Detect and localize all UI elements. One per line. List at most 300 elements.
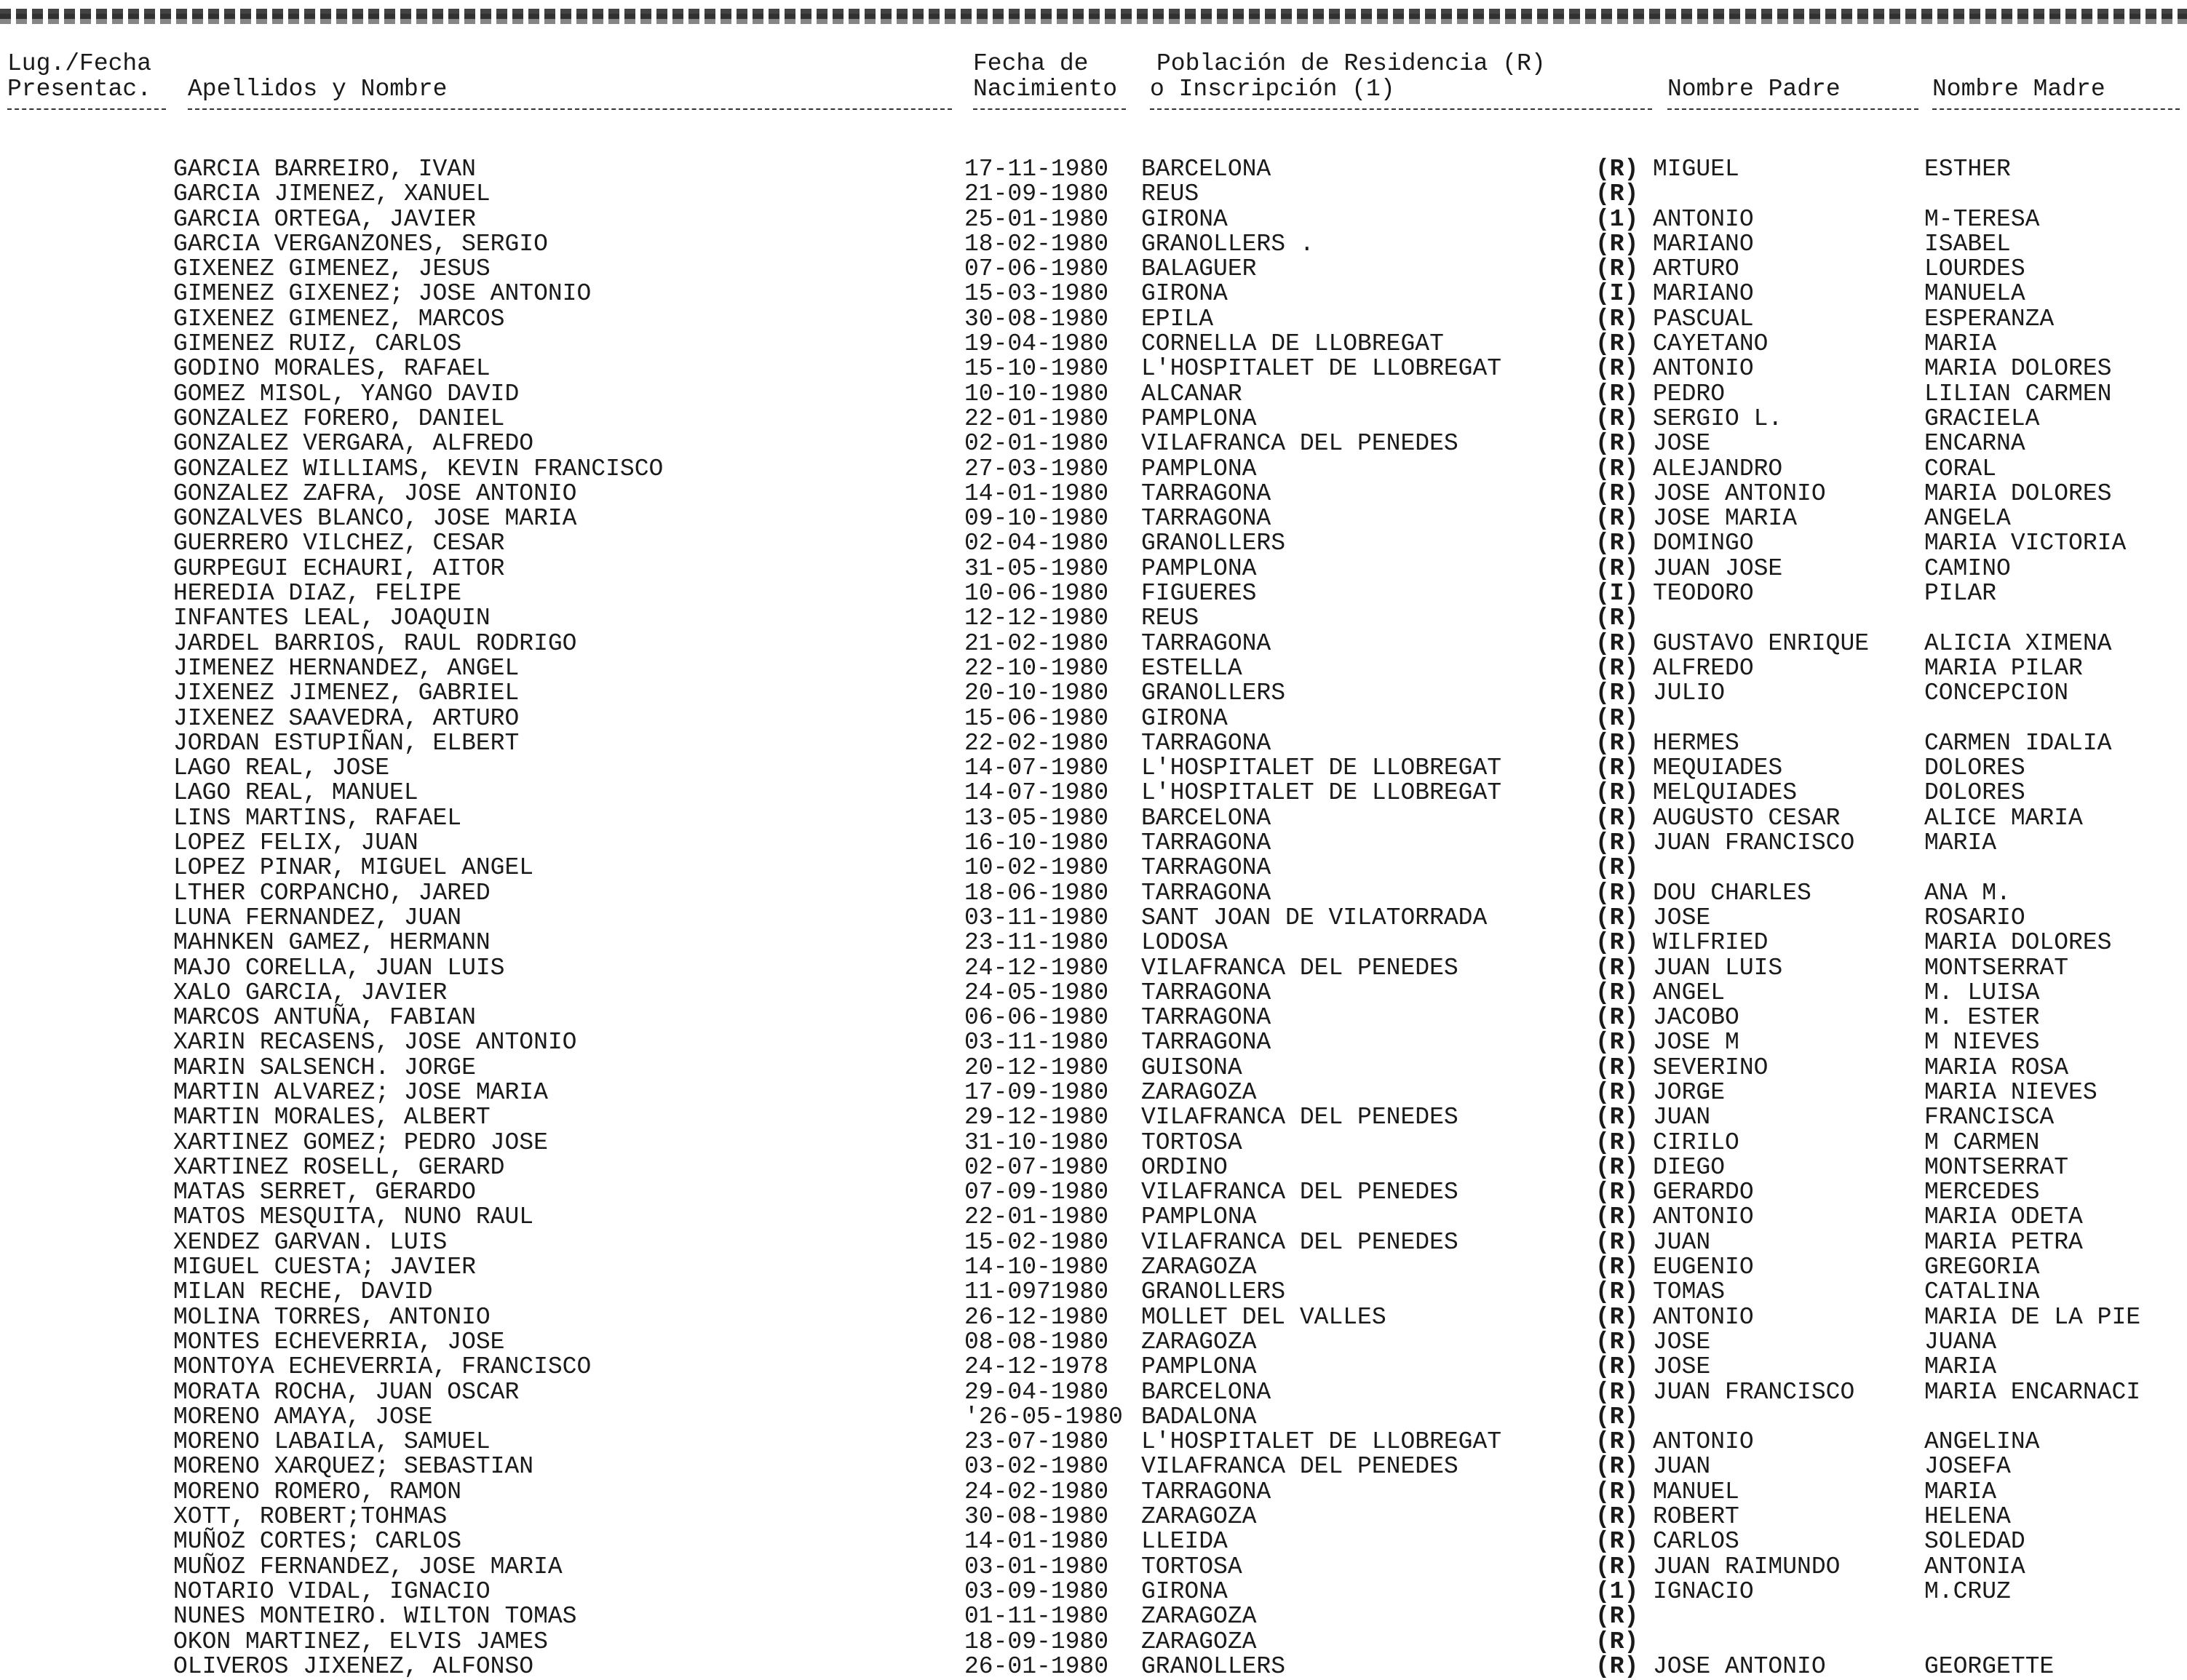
person-name: GIMENEZ RUIZ, CARLOS: [173, 330, 462, 358]
table-row: [0, 554, 2187, 582]
birth-date: 21-02-1980: [964, 629, 1109, 657]
residence-flag: (R): [1595, 1453, 1639, 1481]
father-name: MEQUIADES: [1653, 755, 1783, 782]
mother-name: MARIA: [1924, 330, 1997, 358]
birth-date: 15-06-1980: [964, 704, 1109, 732]
table-row: [0, 629, 2187, 657]
mother-name: LILIAN CARMEN: [1924, 380, 2112, 407]
father-name: ALEJANDRO: [1653, 455, 1783, 482]
person-name: MUÑOZ FERNANDEZ, JOSE MARIA: [173, 1553, 563, 1580]
table-row: [0, 1280, 2187, 1305]
residence-place: L'HOSPITALET DE LLOBREGAT: [1141, 779, 1502, 807]
person-name: GARCIA BARREIRO, IVAN: [173, 156, 476, 183]
table-row: [0, 1230, 2187, 1255]
father-name: SERGIO L.: [1653, 405, 1783, 432]
residence-place: ZARAGOZA: [1141, 1254, 1257, 1281]
mother-name: JOSEFA: [1924, 1453, 2011, 1481]
person-name: MIGUEL CUESTA; JAVIER: [173, 1254, 476, 1281]
table-row: [0, 956, 2187, 981]
mother-name: LOURDES: [1924, 255, 2025, 283]
birth-date: 22-10-1980: [964, 654, 1109, 682]
person-name: JARDEL BARRIOS, RAUL RODRIGO: [173, 629, 577, 657]
table-row: [0, 806, 2187, 831]
birth-date: 02-01-1980: [964, 430, 1109, 458]
father-name: TOMAS: [1653, 1278, 1726, 1306]
father-name: CAYETANO: [1653, 330, 1769, 358]
table-row: [0, 1555, 2187, 1580]
residence-flag: (R): [1595, 929, 1639, 957]
header-poblacion-1: Población de Residencia (R): [1156, 50, 1546, 77]
residence-flag: (R): [1595, 804, 1639, 832]
residence-flag: (R): [1595, 505, 1639, 533]
person-name: HEREDIA DIAZ, FELIPE: [173, 580, 462, 608]
person-name: MATAS SERRET, GERARDO: [173, 1179, 476, 1206]
residence-place: TARRAGONA: [1141, 629, 1271, 657]
residence-flag: (R): [1595, 1128, 1639, 1156]
birth-date: 08-08-1980: [964, 1328, 1109, 1355]
residence-place: ESTELLA: [1141, 654, 1242, 682]
mother-name: MARIA VICTORIA: [1924, 530, 2127, 557]
residence-place: ORDINO: [1141, 1153, 1228, 1181]
residence-flag: (R): [1595, 1004, 1639, 1032]
table-row: [0, 282, 2187, 306]
residence-flag: (R): [1595, 1652, 1639, 1680]
mother-name: DOLORES: [1924, 755, 2025, 782]
residence-flag: (R): [1595, 1179, 1639, 1206]
birth-date: 10-10-1980: [964, 380, 1109, 407]
person-name: MATOS MESQUITA, NUNO RAUL: [173, 1203, 534, 1231]
residence-place: VILAFRANCA DEL PENEDES: [1141, 1104, 1458, 1131]
father-name: JACOBO: [1653, 1004, 1739, 1032]
residence-flag: (R): [1595, 1153, 1639, 1181]
father-name: MIGUEL: [1653, 156, 1739, 183]
records-list: [0, 157, 2187, 1679]
birth-date: 23-07-1980: [964, 1428, 1109, 1456]
person-name: GURPEGUI ECHAURI, AITOR: [173, 554, 505, 582]
residence-flag: (R): [1595, 729, 1639, 757]
father-name: ANTONIO: [1653, 205, 1754, 233]
mother-name: SOLEDAD: [1924, 1528, 2025, 1556]
table-row: [0, 182, 2187, 207]
mother-name: ENCARNA: [1924, 430, 2025, 458]
residence-flag: (R): [1595, 954, 1639, 982]
mother-name: ESTHER: [1924, 156, 2011, 183]
residence-place: BARCELONA: [1141, 156, 1271, 183]
father-name: ANTONIO: [1653, 1428, 1754, 1456]
residence-flag: (R): [1595, 629, 1639, 657]
person-name: GONZALEZ VERGARA, ALFREDO: [173, 430, 534, 458]
residence-place: VILAFRANCA DEL PENEDES: [1141, 430, 1458, 458]
table-row: [0, 531, 2187, 556]
residence-place: LODOSA: [1141, 929, 1228, 957]
residence-flag: (R): [1595, 1078, 1639, 1106]
residence-place: CORNELLA DE LLOBREGAT: [1141, 330, 1444, 358]
residence-flag: (R): [1595, 330, 1639, 358]
table-row: [0, 207, 2187, 232]
table-row: [0, 1604, 2187, 1629]
residence-flag: (R): [1595, 829, 1639, 857]
birth-date: 31-05-1980: [964, 554, 1109, 582]
header-underline: [973, 108, 1126, 110]
father-name: ANTONIO: [1653, 1203, 1754, 1231]
table-row: [0, 1577, 2187, 1605]
birth-date: 20-10-1980: [964, 680, 1109, 707]
person-name: MARCOS ANTUÑA, FABIAN: [173, 1004, 476, 1032]
mother-name: GRACIELA: [1924, 405, 2040, 432]
table-row: [0, 1480, 2187, 1505]
birth-date: 15-02-1980: [964, 1228, 1109, 1256]
person-name: XARTINEZ GOMEZ; PEDRO JOSE: [173, 1128, 548, 1156]
person-name: GONZALEZ FORERO, DANIEL: [173, 405, 505, 432]
residence-flag: (R): [1595, 1503, 1639, 1531]
residence-place: FIGUERES: [1141, 580, 1257, 608]
mother-name: M-TERESA: [1924, 205, 2040, 233]
mother-name: FRANCISCA: [1924, 1104, 2055, 1131]
person-name: LAGO REAL, MANUEL: [173, 779, 418, 807]
person-name: GIMENEZ GIXENEZ; JOSE ANTONIO: [173, 280, 592, 308]
father-name: ALFREDO: [1653, 654, 1754, 682]
father-name: JUAN JOSE: [1653, 554, 1783, 582]
mother-name: ALICIA XIMENA: [1924, 629, 2112, 657]
father-name: PASCUAL: [1653, 305, 1754, 333]
father-name: SEVERINO: [1653, 1054, 1769, 1081]
table-row: [0, 307, 2187, 332]
residence-place: ZARAGOZA: [1141, 1603, 1257, 1631]
mother-name: ISABEL: [1924, 230, 2011, 258]
person-name: GODINO MORALES, RAFAEL: [173, 355, 491, 383]
mother-name: MARIA DOLORES: [1924, 355, 2112, 383]
person-name: MARTIN MORALES, ALBERT: [173, 1104, 491, 1131]
birth-date: 02-04-1980: [964, 530, 1109, 557]
table-row: [0, 731, 2187, 756]
header-poblacion-2: o Inscripción (1): [1150, 76, 1395, 103]
person-name: XARIN RECASENS, JOSE ANTONIO: [173, 1029, 577, 1056]
residence-flag: (R): [1595, 605, 1639, 632]
header-fecha-nac-2: Nacimiento: [973, 76, 1118, 103]
birth-date: 12-12-1980: [964, 605, 1109, 632]
table-row: [0, 506, 2187, 531]
table-row: [0, 581, 2187, 606]
birth-date: 10-02-1980: [964, 854, 1109, 882]
person-name: MORATA ROCHA, JUAN OSCAR: [173, 1378, 520, 1406]
residence-place: GRANOLLERS: [1141, 530, 1286, 557]
father-name: EUGENIO: [1653, 1254, 1754, 1281]
residence-flag: (R): [1595, 230, 1639, 258]
residence-place: GRANOLLERS: [1141, 680, 1286, 707]
table-row: [0, 1155, 2187, 1180]
residence-place: TARRAGONA: [1141, 854, 1271, 882]
mother-name: MARIA NIEVES: [1924, 1078, 2097, 1106]
table-row: [0, 1056, 2187, 1080]
father-name: JUAN: [1653, 1228, 1711, 1256]
residence-flag: (R): [1595, 305, 1639, 333]
birth-date: 14-10-1980: [964, 1254, 1109, 1281]
mother-name: M.CRUZ: [1924, 1577, 2011, 1605]
residence-place: VILAFRANCA DEL PENEDES: [1141, 1228, 1458, 1256]
residence-flag: (R): [1595, 1303, 1639, 1331]
person-name: MOLINA TORRES, ANTONIO: [173, 1303, 491, 1331]
table-row: [0, 1006, 2187, 1030]
birth-date: 25-01-1980: [964, 205, 1109, 233]
birth-date: 03-02-1980: [964, 1453, 1109, 1481]
birth-date: 18-02-1980: [964, 230, 1109, 258]
residence-place: VILAFRANCA DEL PENEDES: [1141, 1453, 1458, 1481]
residence-flag: (R): [1595, 654, 1639, 682]
table-row: [0, 606, 2187, 631]
residence-flag: (R): [1595, 180, 1639, 208]
table-row: [0, 382, 2187, 407]
table-row: [0, 1380, 2187, 1405]
mother-name: MARIA ODETA: [1924, 1203, 2083, 1231]
residence-flag: (R): [1595, 1478, 1639, 1505]
mother-name: CORAL: [1924, 455, 1997, 482]
person-name: MAHNKEN GAMEZ, HERMANN: [173, 929, 491, 957]
mother-name: M CARMEN: [1924, 1128, 2040, 1156]
residence-place: L'HOSPITALET DE LLOBREGAT: [1141, 355, 1502, 383]
mother-name: GEORGETTE: [1924, 1652, 2055, 1680]
person-name: MONTOYA ECHEVERRIA, FRANCISCO: [173, 1353, 592, 1381]
residence-flag: (R): [1595, 430, 1639, 458]
mother-name: MARIA ROSA: [1924, 1054, 2069, 1081]
father-name: MANUEL: [1653, 1478, 1739, 1505]
father-name: JOSE: [1653, 1353, 1711, 1381]
mother-name: CONCEPCION: [1924, 680, 2069, 707]
birth-date: 18-06-1980: [964, 879, 1109, 907]
residence-flag: (R): [1595, 380, 1639, 407]
mother-name: ROSARIO: [1924, 904, 2025, 931]
birth-date: 11-0971980: [964, 1278, 1109, 1306]
person-name: GIXENEZ GIMENEZ, JESUS: [173, 255, 491, 283]
birth-date: 03-09-1980: [964, 1577, 1109, 1605]
residence-flag: (R): [1595, 1228, 1639, 1256]
header-madre: Nombre Madre: [1932, 76, 2105, 103]
birth-date: 03-11-1980: [964, 1029, 1109, 1056]
residence-flag: (R): [1595, 1403, 1639, 1430]
residence-flag: (R): [1595, 1328, 1639, 1355]
residence-place: REUS: [1141, 605, 1199, 632]
table-row: [0, 656, 2187, 681]
birth-date: 24-05-1980: [964, 979, 1109, 1006]
table-row: [0, 1128, 2187, 1156]
table-row: [0, 881, 2187, 906]
residence-place: TARRAGONA: [1141, 1004, 1271, 1032]
table-row: [0, 756, 2187, 781]
birth-date: 14-07-1980: [964, 779, 1109, 807]
person-name: OKON MARTINEZ, ELVIS JAMES: [173, 1628, 548, 1655]
birth-date: 18-09-1980: [964, 1628, 1109, 1655]
residence-flag: (R): [1595, 1203, 1639, 1231]
person-name: GONZALEZ WILLIAMS, KEVIN FRANCISCO: [173, 455, 664, 482]
mother-name: M NIEVES: [1924, 1029, 2040, 1056]
residence-place: ZARAGOZA: [1141, 1328, 1257, 1355]
person-name: GARCIA ORTEGA, JAVIER: [173, 205, 476, 233]
mother-name: JUANA: [1924, 1328, 1997, 1355]
father-name: JOSE: [1653, 430, 1711, 458]
table-row: [0, 1105, 2187, 1130]
mother-name: ANTONIA: [1924, 1553, 2025, 1580]
person-name: JIMENEZ HERNANDEZ, ANGEL: [173, 654, 520, 682]
residence-flag: (R): [1595, 1029, 1639, 1056]
person-name: GARCIA JIMENEZ, XANUEL: [173, 180, 491, 208]
birth-date: 27-03-1980: [964, 455, 1109, 482]
table-row: [0, 479, 2187, 507]
father-name: MARIANO: [1653, 230, 1754, 258]
residence-flag: (R): [1595, 1054, 1639, 1081]
residence-flag: (R): [1595, 355, 1639, 383]
residence-flag: (R): [1595, 479, 1639, 507]
person-name: MORENO ROMERO, RAMON: [173, 1478, 462, 1505]
father-name: JORGE: [1653, 1078, 1726, 1106]
birth-date: 13-05-1980: [964, 804, 1109, 832]
birth-date: 07-06-1980: [964, 255, 1109, 283]
residence-flag: (R): [1595, 1104, 1639, 1131]
mother-name: ANA M.: [1924, 879, 2011, 907]
person-name: MONTES ECHEVERRIA, JOSE: [173, 1328, 505, 1355]
mother-name: MERCEDES: [1924, 1179, 2040, 1206]
table-row: [0, 232, 2187, 257]
person-name: GIXENEZ GIMENEZ, MARCOS: [173, 305, 505, 333]
residence-flag: (1): [1595, 1577, 1639, 1605]
birth-date: 16-10-1980: [964, 829, 1109, 857]
table-row: [0, 431, 2187, 456]
mother-name: CARMEN IDALIA: [1924, 729, 2112, 757]
residence-flag: (R): [1595, 1428, 1639, 1456]
residence-place: TARRAGONA: [1141, 1029, 1271, 1056]
residence-flag: (R): [1595, 755, 1639, 782]
table-row: [0, 1529, 2187, 1554]
birth-date: 20-12-1980: [964, 1054, 1109, 1081]
mother-name: MARIA: [1924, 1353, 1997, 1381]
residence-place: TORTOSA: [1141, 1128, 1242, 1156]
person-name: LUNA FERNANDEZ, JUAN: [173, 904, 462, 931]
table-row: [0, 257, 2187, 282]
birth-date: 21-09-1980: [964, 180, 1109, 208]
table-row: [0, 1330, 2187, 1355]
residence-place: EPILA: [1141, 305, 1214, 333]
birth-date: 15-03-1980: [964, 280, 1109, 308]
birth-date: 01-11-1980: [964, 1603, 1109, 1631]
father-name: AUGUSTO CESAR: [1653, 804, 1841, 832]
table-row: [0, 457, 2187, 482]
birth-date: 19-04-1980: [964, 330, 1109, 358]
residence-flag: (R): [1595, 979, 1639, 1006]
mother-name: MARIA PETRA: [1924, 1228, 2083, 1256]
birth-date: 23-11-1980: [964, 929, 1109, 957]
father-name: TEODORO: [1653, 580, 1754, 608]
father-name: JOSE: [1653, 904, 1711, 931]
father-name: JOSE: [1653, 1328, 1711, 1355]
residence-place: SANT JOAN DE VILATORRADA: [1141, 904, 1488, 931]
residence-place: GUISONA: [1141, 1054, 1242, 1081]
header-padre: Nombre Padre: [1667, 76, 1841, 103]
mother-name: DOLORES: [1924, 779, 2025, 807]
residence-flag: (R): [1595, 405, 1639, 432]
birth-date: 24-12-1978: [964, 1353, 1109, 1381]
birth-date: 26-12-1980: [964, 1303, 1109, 1331]
person-name: MARTIN ALVAREZ; JOSE MARIA: [173, 1078, 548, 1106]
mother-name: MANUELA: [1924, 280, 2025, 308]
residence-place: L'HOSPITALET DE LLOBREGAT: [1141, 755, 1502, 782]
residence-flag: (R): [1595, 1254, 1639, 1281]
father-name: JOSE MARIA: [1653, 505, 1798, 533]
table-row: [0, 1180, 2187, 1205]
father-name: JUAN: [1653, 1104, 1711, 1131]
header-lug-fecha-1: Lug./Fecha: [7, 50, 152, 77]
residence-flag: (R): [1595, 779, 1639, 807]
father-name: MELQUIADES: [1653, 779, 1798, 807]
header-fecha-nac-1: Fecha de: [973, 50, 1089, 77]
header-underline: [1150, 108, 1652, 110]
table-row: [0, 1405, 2187, 1430]
residence-place: GIRONA: [1141, 205, 1228, 233]
residence-place: PAMPLONA: [1141, 405, 1257, 432]
birth-date: 30-08-1980: [964, 1503, 1109, 1531]
header-underline: [188, 108, 952, 110]
birth-date: 14-01-1980: [964, 479, 1109, 507]
mother-name: M. ESTER: [1924, 1004, 2040, 1032]
birth-date: 24-12-1980: [964, 954, 1109, 982]
mother-name: ANGELINA: [1924, 1428, 2040, 1456]
residence-flag: (R): [1595, 455, 1639, 482]
birth-date: 15-10-1980: [964, 355, 1109, 383]
person-name: XARTINEZ ROSELL, GERARD: [173, 1153, 505, 1181]
residence-flag: (R): [1595, 1528, 1639, 1556]
mother-name: MARIA: [1924, 829, 1997, 857]
table-row: [0, 856, 2187, 880]
birth-date: 14-01-1980: [964, 1528, 1109, 1556]
person-name: GARCIA VERGANZONES, SERGIO: [173, 230, 548, 258]
residence-place: VILAFRANCA DEL PENEDES: [1141, 954, 1458, 982]
table-row: [0, 1205, 2187, 1230]
residence-place: TARRAGONA: [1141, 1478, 1271, 1505]
table-row: [0, 407, 2187, 431]
mother-name: MARIA ENCARNACI: [1924, 1378, 2141, 1406]
residence-place: ZARAGOZA: [1141, 1078, 1257, 1106]
header-underline: [1932, 108, 2180, 110]
person-name: OLIVEROS JIXENEZ, ALFONSO: [173, 1652, 534, 1680]
mother-name: PILAR: [1924, 580, 1997, 608]
person-name: LOPEZ FELIX, JUAN: [173, 829, 418, 857]
residence-place: MOLLET DEL VALLES: [1141, 1303, 1386, 1331]
birth-date: 02-07-1980: [964, 1153, 1109, 1181]
header-underline: [7, 108, 166, 110]
residence-place: TORTOSA: [1141, 1553, 1242, 1580]
residence-place: REUS: [1141, 180, 1199, 208]
father-name: JUAN FRANCISCO: [1653, 829, 1855, 857]
father-name: CARLOS: [1653, 1528, 1739, 1556]
person-name: XALO GARCIA, JAVIER: [173, 979, 448, 1006]
father-name: HERMES: [1653, 729, 1739, 757]
person-name: GOMEZ MISOL, YANGO DAVID: [173, 380, 520, 407]
father-name: MARIANO: [1653, 280, 1754, 308]
residence-flag: (R): [1595, 1378, 1639, 1406]
person-name: GONZALEZ ZAFRA, JOSE ANTONIO: [173, 479, 577, 507]
father-name: IGNACIO: [1653, 1577, 1754, 1605]
person-name: MORENO LABAILA, SAMUEL: [173, 1428, 491, 1456]
father-name: ARTURO: [1653, 255, 1739, 283]
residence-place: ALCANAR: [1141, 380, 1242, 407]
residence-flag: (R): [1595, 1353, 1639, 1381]
father-name: WILFRIED: [1653, 929, 1769, 957]
table-row: [0, 1305, 2187, 1330]
person-name: MORENO XARQUEZ; SEBASTIAN: [173, 1453, 534, 1481]
residence-place: ZARAGOZA: [1141, 1503, 1257, 1531]
birth-date: '26-05-1980: [964, 1403, 1123, 1430]
father-name: JOSE ANTONIO: [1653, 1652, 1826, 1680]
residence-place: BARCELONA: [1141, 804, 1271, 832]
residence-place: BADALONA: [1141, 1403, 1257, 1430]
residence-place: BALAGUER: [1141, 255, 1257, 283]
